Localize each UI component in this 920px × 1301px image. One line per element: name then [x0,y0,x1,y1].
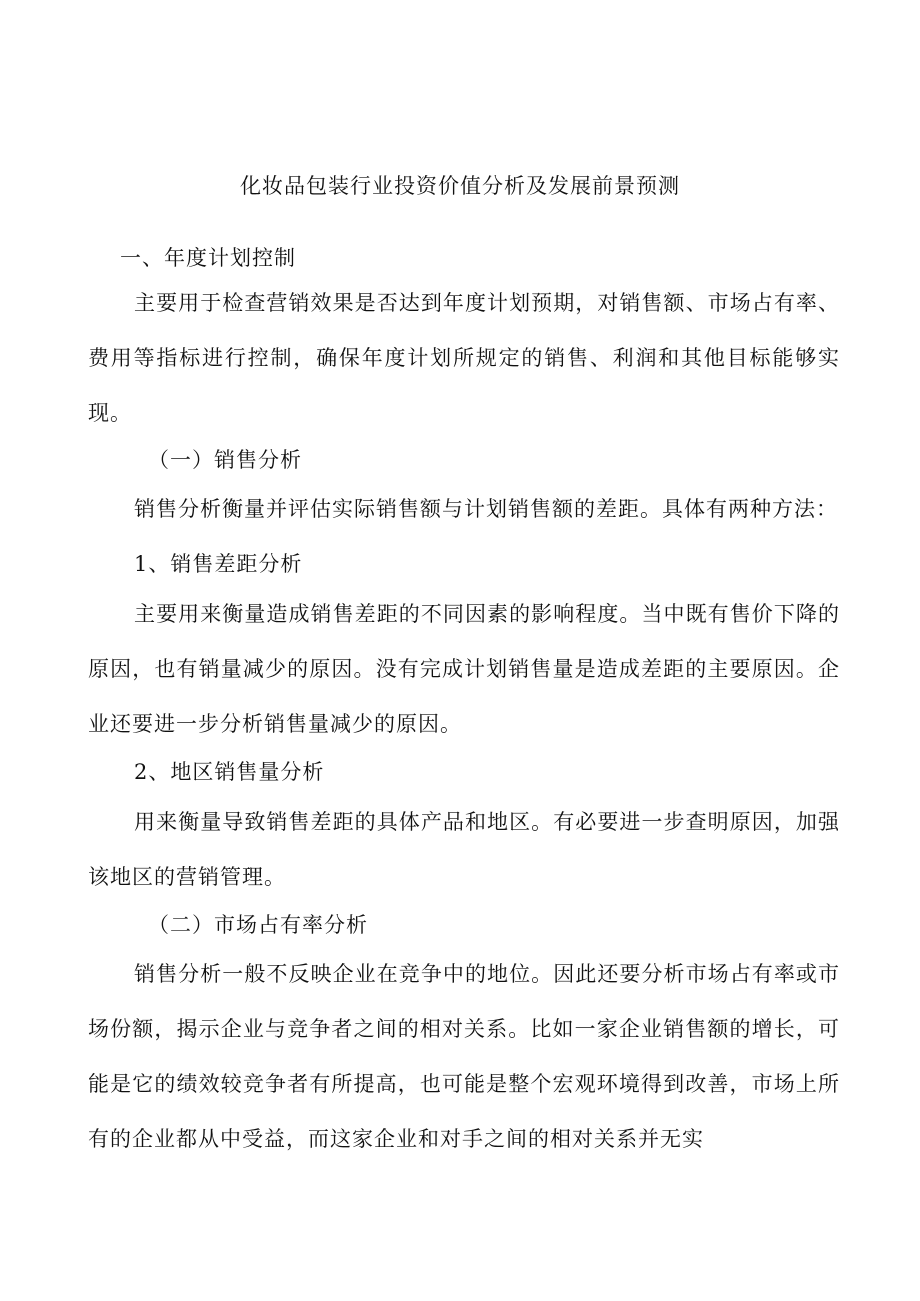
paragraph-annual-plan-control: 主要用于检查营销效果是否达到年度计划预期，对销售额、市场占有率、费用等指标进行控制，确保年度计划所规定的销售、利润和其他目标能够实现。 [88,291,840,425]
paragraph-sales-gap-analysis: 主要用来衡量造成销售差距的不同因素的影响程度。当中既有售价下降的原因，也有销量减少的原因。没有完成计划销售量是造成差距的主要原因。企业还要进一步分析销售量减少的原因。 [88,602,840,736]
paragraph-market-share-analysis: 销售分析一般不反映企业在竞争中的地位。因此还要分析市场占有率或市场份额，揭示企业与竞争者之间的相对关系。比如一家企业销售额的增长，可能是它的绩效较竞争者有所提高，也可能是整个宏观环境得到改善，市场上所有的企业都从中受益，而这家企业和对手之间的相对关系并无实 [88,962,840,1151]
item-heading-regional-sales-analysis: 2、地区销售量分析 [134,760,325,784]
subsection-heading-market-share-analysis: （二）市场占有率分析 [148,913,368,937]
item-heading-sales-gap-analysis: 1、销售差距分析 [134,552,303,576]
paragraph-regional-sales-analysis: 用来衡量导致销售差距的具体产品和地区。有必要进一步查明原因，加强该地区的营销管理。 [88,810,840,889]
document-title: 化妆品包装行业投资价值分析及发展前景预测 [240,174,680,198]
section-heading-annual-plan-control: 一、年度计划控制 [120,246,296,270]
paragraph-sales-analysis: 销售分析衡量并评估实际销售额与计划销售额的差距。具体有两种方法： [134,497,838,521]
subsection-heading-sales-analysis: （一）销售分析 [148,448,302,472]
